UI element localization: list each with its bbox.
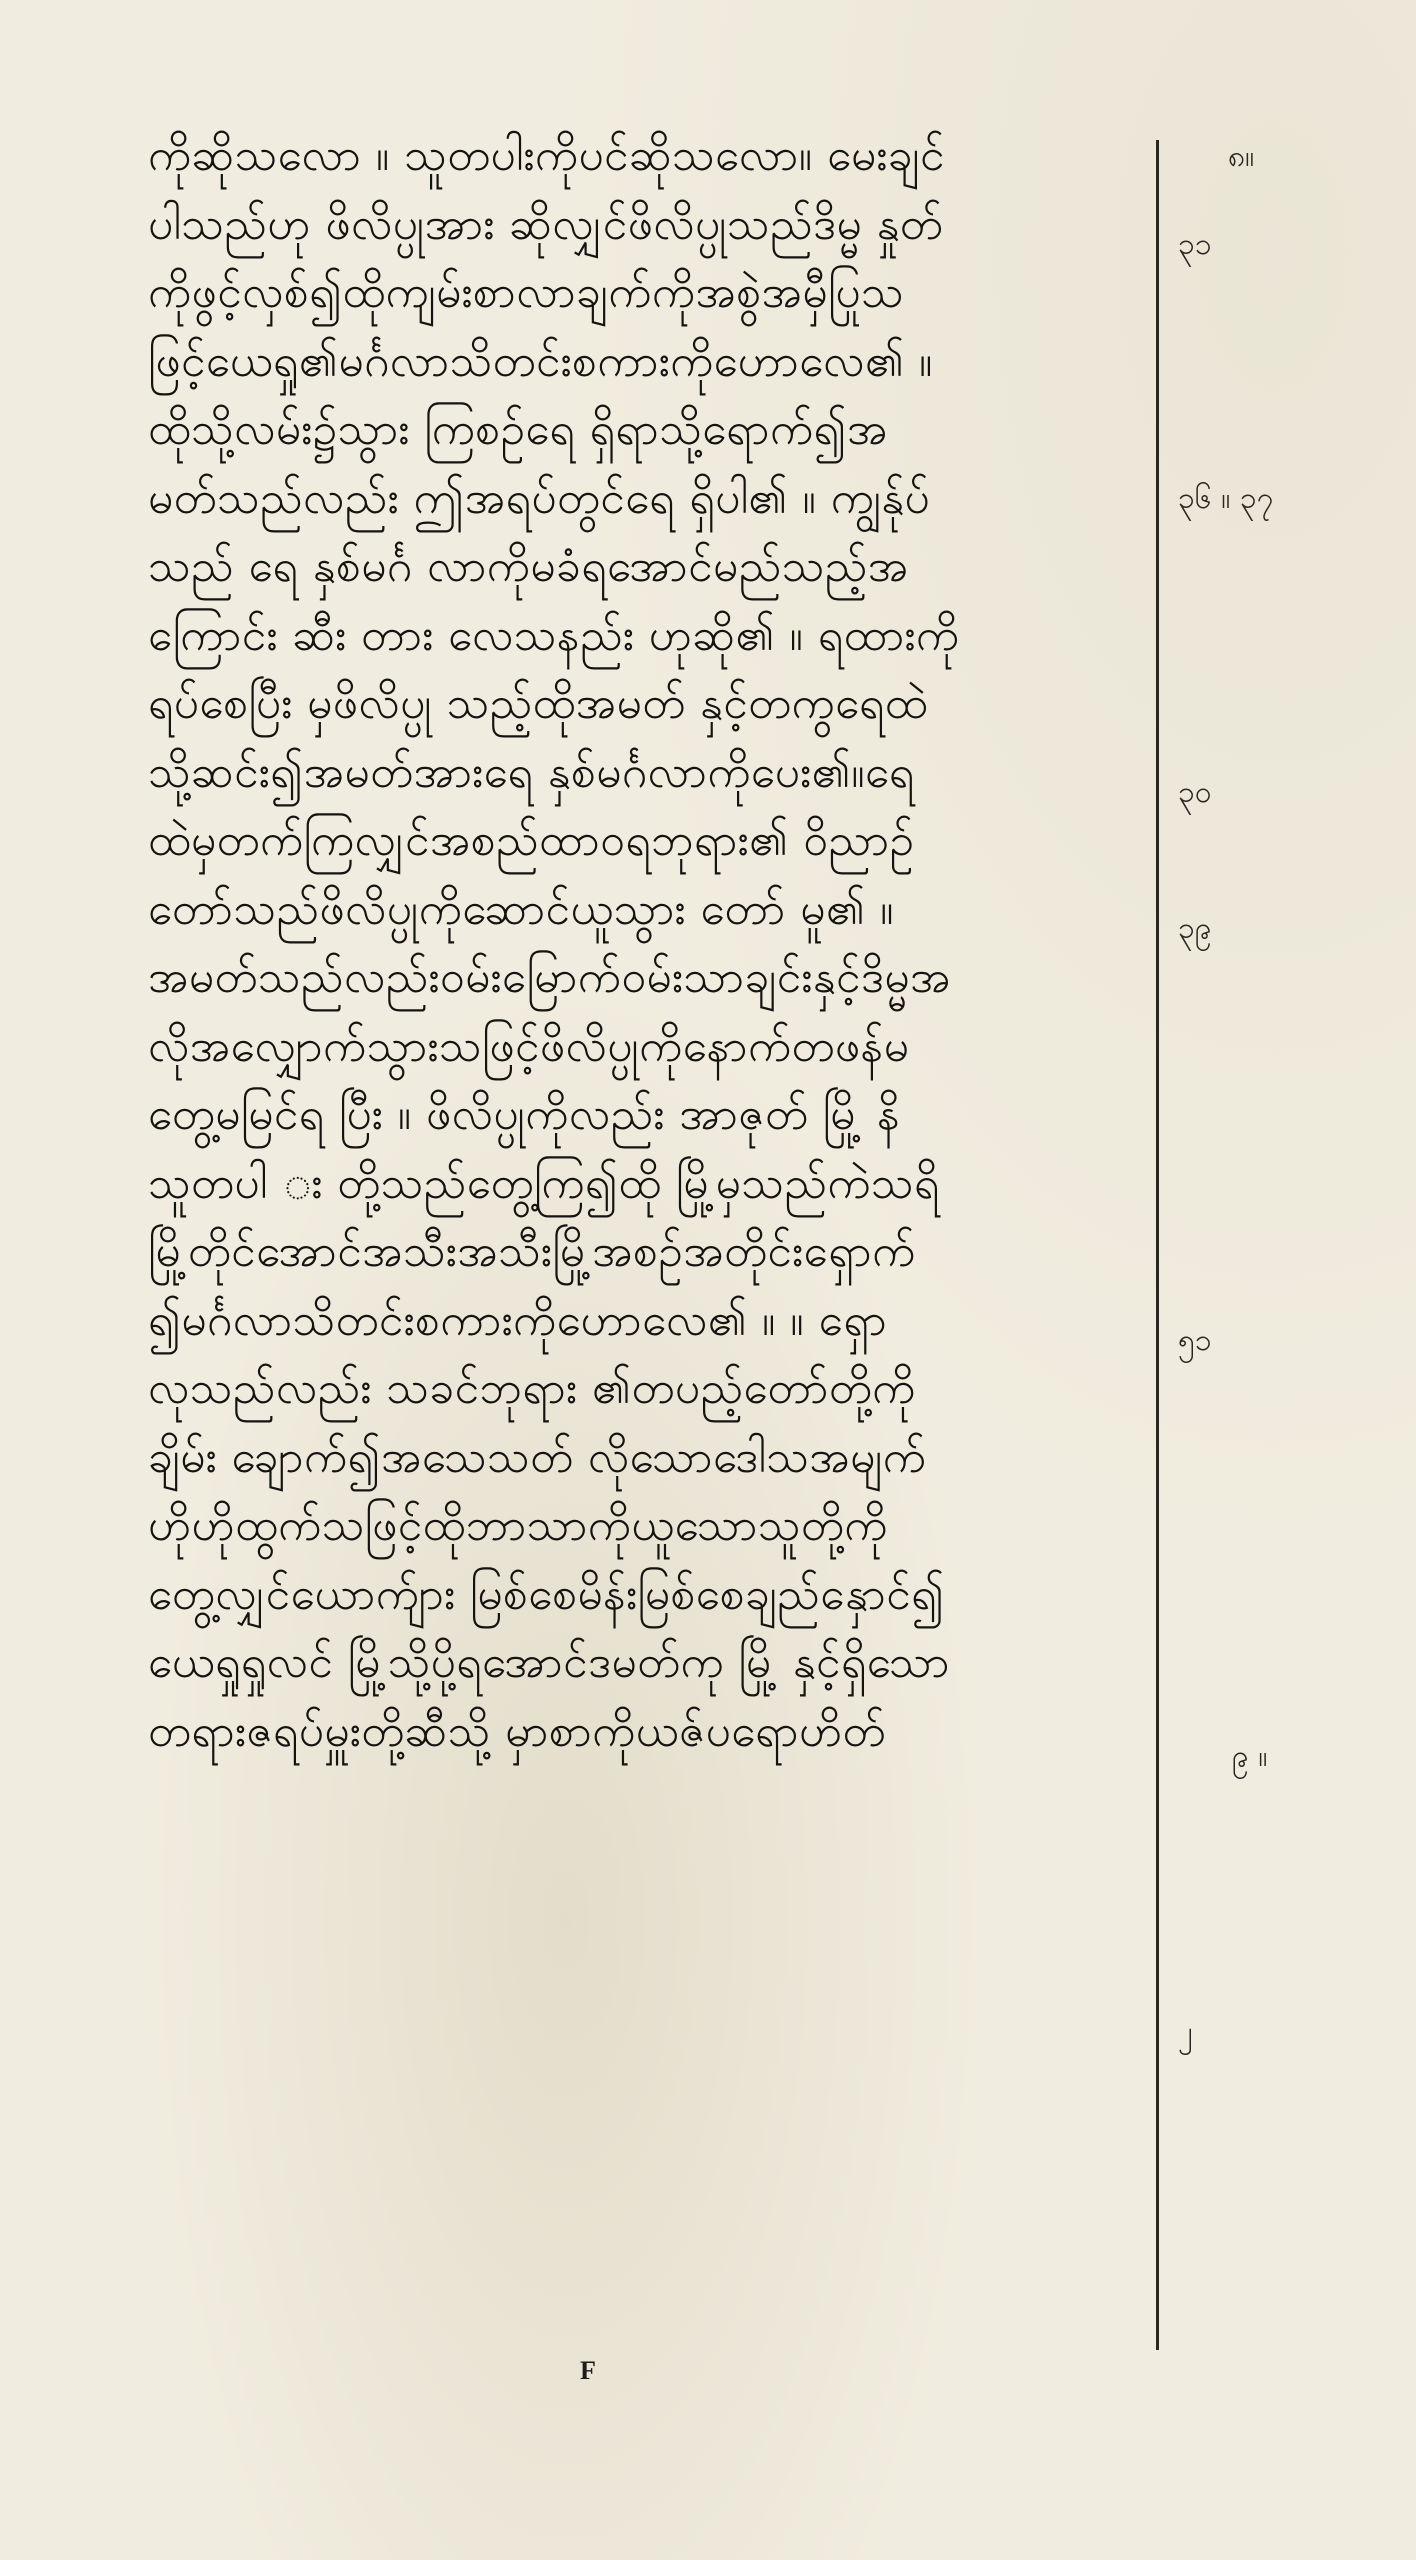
text-line: တော်သည်ဖိလိပ္ပုကိုဆောင်ယူသွား တော် မူ၏ ။ — [148, 883, 894, 935]
text-line: ရပ်စေပြီး မှဖိလိပ္ပု သည့်ထိုအမတ် နှင့်တကွရေထဲ — [148, 678, 928, 729]
margin-note: ၃၀ — [1178, 775, 1212, 810]
text-line: သည် ရေ နှစ်မင်္ဂ လာကိုမခံရအောင်မည်သည့်အ — [148, 541, 909, 592]
signature-mark: F — [580, 2356, 596, 2385]
text-line: တွေ့မမြင်ရ ပြီး ။ ဖိလိပ္ပုကိုလည်း အာဇုတ် မြို့ နိ — [148, 1089, 901, 1140]
text-line: ယေရှုရှုလင် မြို့သို့ပို့ရအောင်ဒမတ်ကု မြို့ နှင့်ရှိသော — [148, 1637, 951, 1688]
text-line: ထိုသို့လမ်း၌သွား ကြစဉ်ရေ ရှိရာသို့ရောက်၍အ — [148, 404, 888, 455]
margin-note: ၅၁ — [1178, 1323, 1212, 1358]
text-line: ချိမ်း ချောက်၍အသေသတ် လိုသောဒေါသအမျက် — [148, 1431, 927, 1483]
text-line: တရားဇရပ်မှူးတို့ဆီသို့ မှာစာကိုယဇ်ပရောဟိတ် — [148, 1705, 886, 1757]
text-line: တွေ့လျှင်ယောက်ျား မြစ်စေမိန်းမြစ်စေချည်နှောင်၍ — [148, 1568, 945, 1620]
margin-note: ၃၁ — [1178, 227, 1212, 262]
text-line: လုသည်လည်း သခင်ဘုရား ၏တပည့်တော်တို့ကို — [148, 1363, 916, 1414]
text-line: မတ်သည်လည်း ဤအရပ်တွင်ရေ ရှိပါ၏ ။ ကျွန်ုပ် — [148, 472, 931, 524]
margin-rule — [1156, 140, 1159, 2350]
text-line: သူတပါ း တို့သည်တွေ့ကြ၍ထို မြို့မှသည်ကဲသရိ — [148, 1157, 940, 1209]
text-line: ပါသည်ဟု ဖိလိပ္ပုအား ဆိုလျှင်ဖိလိပ္ပုသည်ဒိမ္မ နှုတ် — [148, 198, 944, 250]
body-text — [148, 122, 1148, 1766]
text-line: ဟိုဟိုထွက်သဖြင့်ထိုဘာသာကိုယူသောသူတို့ကို — [148, 1500, 888, 1551]
text-line: မြို့တိုင်အောင်အသီးအသီးမြို့အစဉ်အတိုင်းရှောက် — [148, 1226, 916, 1277]
text-line: ဖြင့်ယေရှု၏မင်္ဂလာသိတင်းစကားကိုဟောလေ၏ ။ — [148, 335, 933, 387]
margin-note: ၃၉ — [1178, 911, 1212, 946]
text-line: ကြောင်း ဆီး တား လေသနည်း ဟုဆို၏ ။ ရထားကို — [148, 609, 960, 661]
margin-note: ၂ — [1178, 2015, 1193, 2050]
text-line: အမတ်သည်လည်းဝမ်းမြောက်ဝမ်းသာချင်းနှင့်ဒိမ္မအ — [148, 952, 951, 1003]
text-line: ထဲမှတက်ကြလျှင်အစည်ထာဝရဘုရား၏ ဝိညာဉ် — [148, 815, 915, 866]
margin-note: ၃၆ ။ ၃၇ — [1178, 481, 1274, 516]
margin-note: ၈။ — [1228, 139, 1255, 174]
margin-verse-numbers — [1166, 122, 1366, 2362]
text-line: သို့ဆင်း၍အမတ်အားရေ နှစ်မင်္ဂလာကိုပေး၏။ရေ — [148, 746, 915, 798]
text-line: ကိုဖွင့်လှစ်၍ထိုကျမ်းစာလာချက်ကိုအစွဲအမှီပြုသ — [148, 267, 905, 318]
text-line: ကိုဆိုသလော ။ သူတပါးကိုပင်ဆိုသလော။ မေးချင် — [148, 130, 945, 181]
text-line: ၍မင်္ဂလာသိတင်းစကားကိုဟောလေ၏ ။ ။ ရှော — [148, 1294, 888, 1346]
margin-note: ၉ ။ — [1232, 1739, 1268, 1774]
text-line: လိုအလျှောက်သွားသဖြင့်ဖိလိပ္ပုကိုနောက်တဖန်မ — [148, 1020, 910, 1072]
